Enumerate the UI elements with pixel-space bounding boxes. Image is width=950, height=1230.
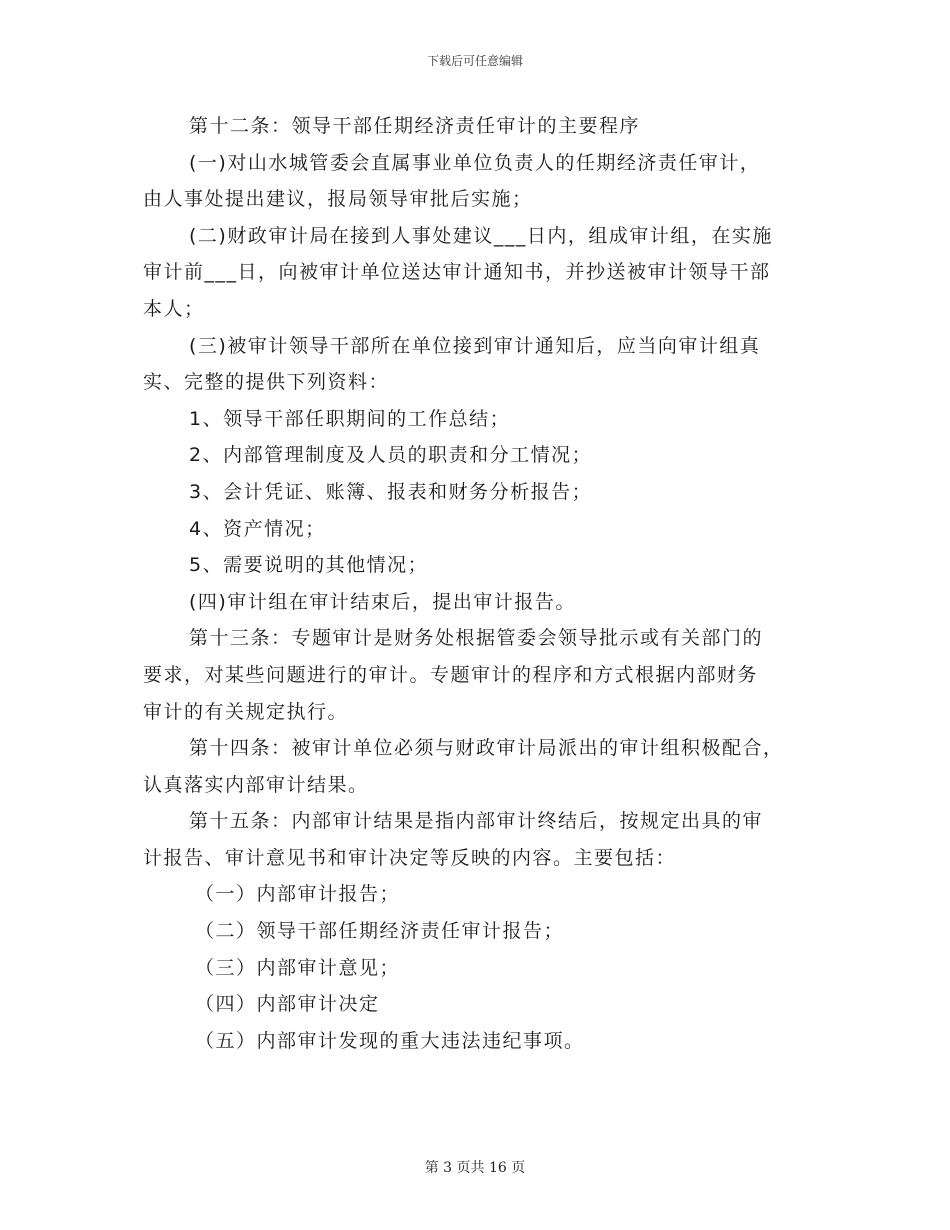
list-item: （五）内部审计发现的重大违法违纪事项。: [195, 1029, 585, 1052]
page-header: 下载后可任意编辑: [426, 54, 523, 68]
list-item: 4、资产情况；: [189, 517, 326, 540]
article-15-line: 第十五条：内部审计结果是指内部审计终结后，按规定出具的审: [189, 810, 764, 833]
list-item: 2、内部管理制度及人员的职责和分工情况；: [189, 444, 593, 467]
paragraph-line: (三)被审计领导干部所在单位接到审计通知后，应当向审计组真: [189, 334, 761, 357]
article-12-title: 第十二条：领导干部任期经济责任审计的主要程序: [189, 115, 641, 137]
article-14-line: 第十四条：被审计单位必须与财政审计局派出的审计组积极配合，: [189, 737, 784, 760]
paragraph-line: 本人；: [143, 297, 205, 320]
paragraph-line: 由人事处提出建议，报局领导审批后实施；: [143, 188, 533, 211]
list-item: （二）领导干部任期经济责任审计报告；: [195, 920, 565, 943]
list-item: 3、会计凭证、账簿、报表和财务分析报告；: [189, 480, 593, 503]
paragraph-line: (二)财政审计局在接到人事处建议___日内，组成审计组，在实施: [189, 224, 773, 247]
list-item: （三）内部审计意见；: [195, 956, 401, 979]
paragraph-line: 审计的有关规定执行。: [143, 700, 349, 723]
paragraph-line: (一)对山水城管委会直属事业单位负责人的任期经济责任审计，: [189, 151, 761, 174]
page-number: 第 3 页共 16 页: [424, 1160, 526, 1176]
paragraph-line: 计报告、审计意见书和审计决定等反映的内容。主要包括：: [143, 846, 677, 869]
list-item: 5、需要说明的其他情况；: [189, 554, 429, 577]
document-body: [143, 108, 813, 1059]
list-item: （四）内部审计决定: [195, 993, 380, 1016]
paragraph-line: 认真落实内部审计结果。: [143, 773, 369, 796]
paragraph-line: (四)审计组在审计结束后，提出审计报告。: [189, 590, 576, 613]
list-item: 1、领导干部任职期间的工作总结；: [189, 407, 511, 430]
list-item: （一）内部审计报告；: [195, 883, 401, 906]
article-13-line: 第十三条：专题审计是财务处根据管委会领导批示或有关部门的: [189, 627, 764, 650]
paragraph-line: 审计前___日，向被审计单位送达审计通知书，并抄送被审计领导干部: [143, 261, 771, 284]
paragraph-line: 要求，对某些问题进行的审计。专题审计的程序和方式根据内部财务: [143, 663, 759, 686]
paragraph-line: 实、完整的提供下列资料：: [143, 371, 390, 394]
